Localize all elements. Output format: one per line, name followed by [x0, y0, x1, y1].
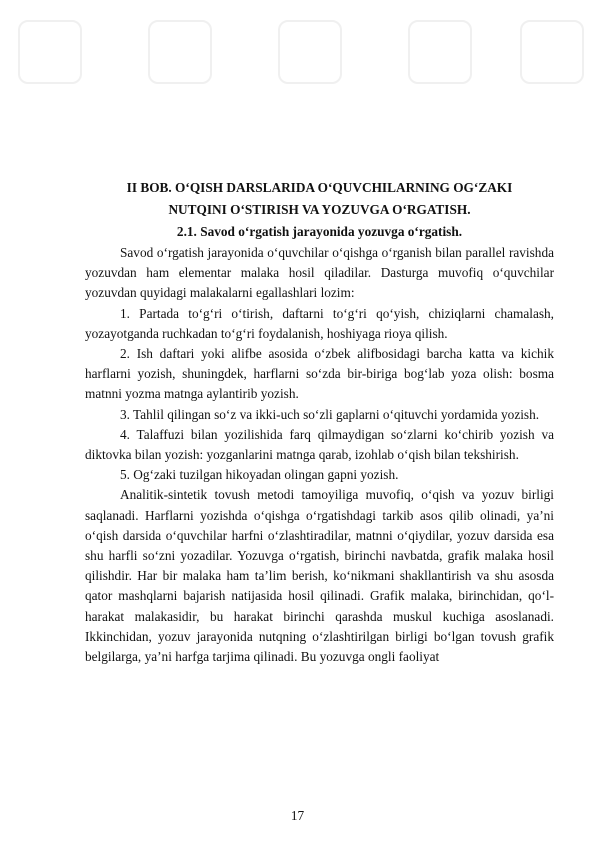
watermark-logo	[408, 20, 472, 84]
paragraph: 4. Talaffuzi bilan yozilishida farq qilmaydigan so‘zlarni ko‘chirib yozish va diktovka bilan yozish: yozganlarini matnga qarab, izohlab o‘qish bilan tekshirish.	[85, 426, 554, 463]
paragraph: Savod o‘rgatish jarayonida o‘quvchilar o‘qishga o‘rganish bilan parallel ravishda yozuvdan ham elementar malaka hosil qiladilar. Dasturga muvofiq o‘quvchilar yozuvdan quyidagi malakalarni egallashlari lozim:	[85, 245, 554, 301]
paragraph: 5. Og‘zaki tuzilgan hikoyadan olingan gapni yozish.	[120, 467, 399, 483]
paragraph: Analitik-sintetik tovush metodi tamoyiliga muvofiq, o‘qish va yozuv birligi saqlanadi. Harflarni yozishda o‘qishga o‘rgatishdagi tarkib asos qilib olinadi, ya’ni o‘qish darsida o‘quvchilar harfni o‘zlashtiradilar, matnni o‘qiydilar, yozuv darsida esa shu harfli so‘zni yozadilar. Yozuvga o‘rgatish, birinchi navbatda, grafik malaka hosil qilishdir. Har bir malaka ham ta’lim berish, ko‘nikmani shakllantirish va shu asosda qator mashqlarni bajarish natijasida hosil qilinadi. Grafik malaka, birinchidan, qo‘l-harakat malakasidir, bu harakat birinchi qarashda muskul kuchiga asoslanadi. Ikkinchidan, yozuv jarayonida nutqning o‘zlashtirilgan birligi bo‘lgan tovush grafik belgilarga, ya’ni harfga tarjima qilinadi. Bu yozuvga ongli faoliyat	[85, 487, 554, 665]
section-title: 2.1. Savod o‘rgatish jarayonida yozuvga o‘rgatish.	[176, 224, 463, 239]
paragraph: 1. Partada to‘g‘ri o‘tirish, daftarni to‘g‘ri qo‘yish, chiziqlarni chamalash, yozayotganda ruchkadan to‘g‘ri foydalanish, hoshiyaga rioya qilish.	[85, 305, 554, 341]
page-number: 17	[290, 808, 305, 823]
paragraph: 3. Tahlil qilingan so‘z va ikki-uch so‘zli gaplarni o‘qituvchi yordamida yozish.	[120, 406, 540, 422]
watermark-logo	[18, 20, 82, 84]
watermark-logo	[148, 20, 212, 84]
chapter-title-line-1: II BOB. O‘QISH DARSLARIDA O‘QUVCHILARNING OG‘ZAKI	[126, 180, 513, 195]
page-content	[85, 177, 554, 667]
watermark-logo	[278, 20, 342, 84]
watermark-logo	[520, 20, 584, 84]
chapter-title-line-2: NUTQINI O‘STIRISH VA YOZUVGA O‘RGATISH.	[168, 202, 471, 217]
paragraph: 2. Ish daftari yoki alifbe asosida o‘zbek alifbosidagi barcha katta va kichik harflarni yozish, shuningdek, harflarni so‘zda bir-biriga bog‘lab yoza olish: bosma matnni yozma matnga aylantirib yozish.	[85, 346, 554, 402]
